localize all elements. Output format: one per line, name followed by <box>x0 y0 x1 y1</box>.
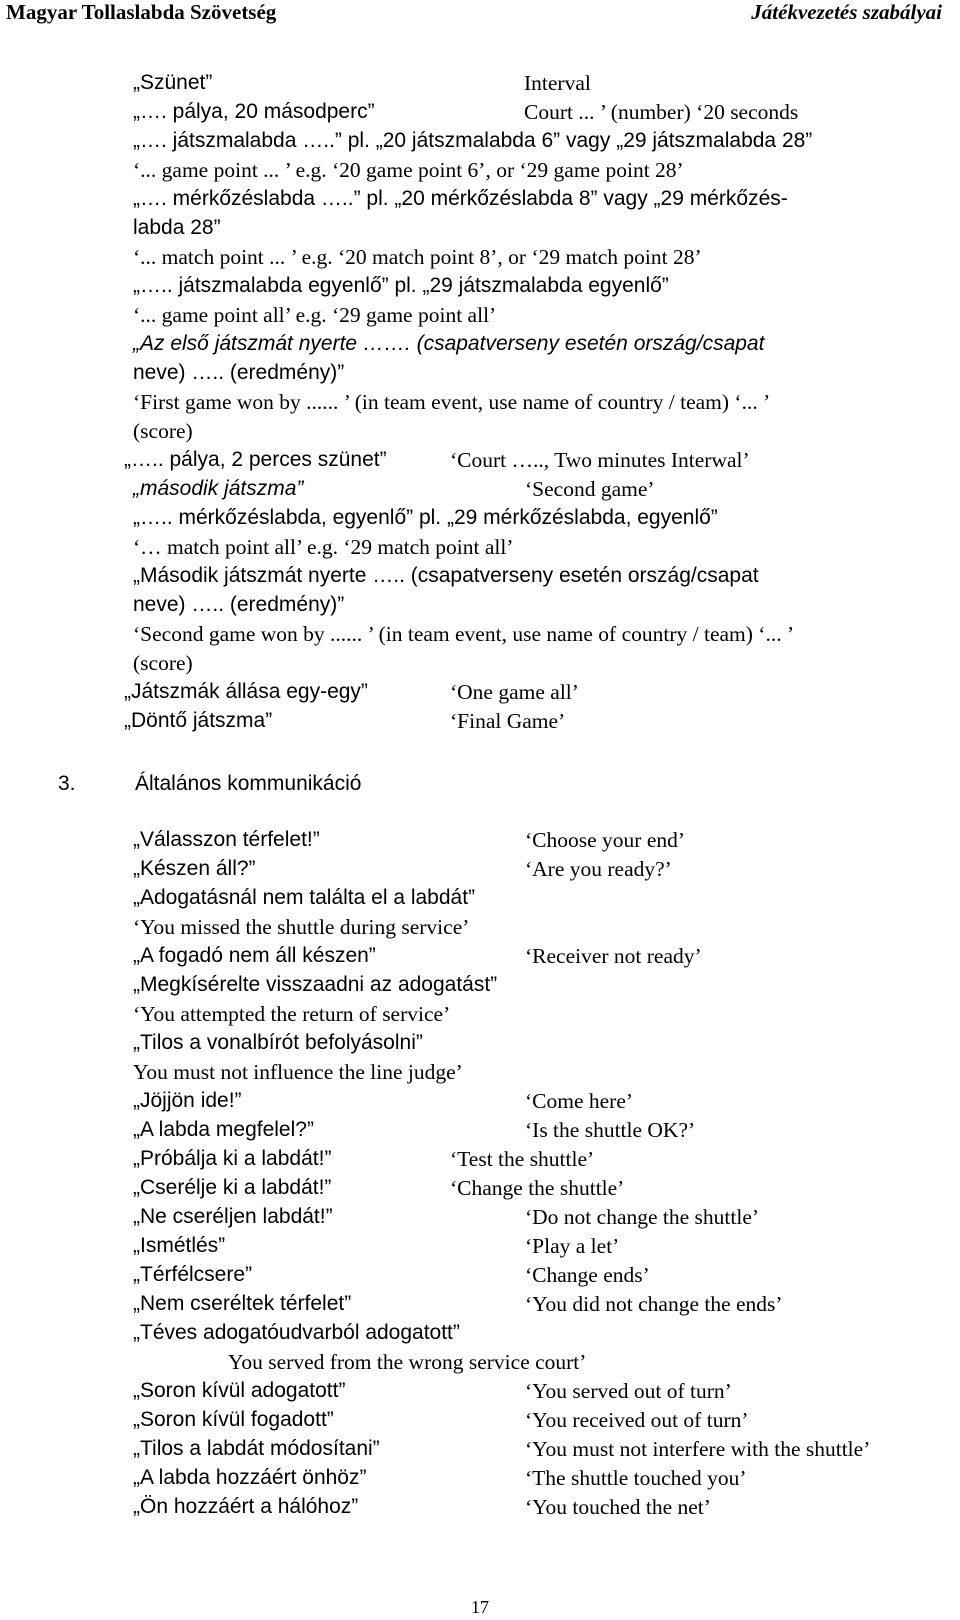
phrase-hu-ready: „Készen áll?” <box>133 857 256 880</box>
section-title: Általános kommunikáció <box>135 772 362 795</box>
phrase-hu-game-point-all: „….. játszmalabda egyenlő” pl. „29 játszmalabda egyenlő” <box>133 274 669 297</box>
phrase-hu-game-point: „…. játszmalabda …..” pl. „20 játszmalabda 6” vagy „29 játszmalabda 28” <box>133 129 813 152</box>
phrase-hu-touched-net: „Ön hozzáért a hálóhoz” <box>133 1495 359 1518</box>
phrase-en-second-game-won-score: (score) <box>133 651 193 675</box>
phrase-en-one-game-all: ‘One game all’ <box>450 680 579 704</box>
phrase-hu-shuttle-touched-you: „A labda hozzáért önhöz” <box>133 1466 367 1489</box>
phrase-hu-receiver-not-ready: „A fogadó nem áll készen” <box>133 944 376 967</box>
phrase-en-line-judge: You must not influence the line judge’ <box>133 1060 463 1084</box>
page-number: 17 <box>471 1597 489 1617</box>
phrase-en-wrong-service-court: You served from the wrong service court’ <box>228 1350 587 1374</box>
phrase-en-second-game: ‘Second game’ <box>525 477 655 501</box>
phrase-hu-final-game: „Döntő játszma” <box>124 709 273 732</box>
phrase-hu-second-game-won-cont: neve) ….. (eredmény)” <box>133 593 345 616</box>
phrase-en-touched-net: ‘You touched the net’ <box>525 1495 711 1519</box>
phrase-hu-two-minute-interval: „….. pálya, 2 perces szünet” <box>124 448 387 471</box>
phrase-en-did-not-change-ends: ‘You did not change the ends’ <box>525 1292 783 1316</box>
phrase-en-first-game-won-score: (score) <box>133 419 193 443</box>
phrase-hu-missed-shuttle: „Adogatásnál nem találta el a labdát” <box>133 886 476 909</box>
phrase-hu-change-ends: „Térfélcsere” <box>133 1263 253 1286</box>
phrase-hu-first-game-won-cont: neve) ….. (eredmény)” <box>133 361 345 384</box>
phrase-en-first-game-won: ‘First game won by ...... ’ (in team event, use name of country / team) ‘... ’ <box>133 390 771 414</box>
phrase-hu-second-game-won: „Második játszmát nyerte ….. (csapatverseny esetén ország/csapat <box>133 564 759 587</box>
phrase-hu-test-shuttle: „Próbálja ki a labdát!” <box>133 1147 332 1170</box>
phrase-hu-choose-end: „Válasszon térfelet!” <box>133 828 320 851</box>
phrase-en-second-game-won: ‘Second game won by ...... ’ (in team event, use name of country / team) ‘... ’ <box>133 622 795 646</box>
phrase-hu-one-game-all: „Játszmák állása egy-egy” <box>124 680 368 703</box>
phrase-hu-do-not-change-shuttle: „Ne cseréljen labdát!” <box>133 1205 333 1228</box>
phrase-en-received-out-of-turn: ‘You received out of turn’ <box>525 1408 749 1432</box>
phrase-en-interval: Interval <box>524 71 591 95</box>
phrase-en-match-point: ‘... match point ... ’ e.g. ‘20 match point 8’, or ‘29 match point 28’ <box>133 245 702 269</box>
phrase-en-missed-shuttle: ‘You missed the shuttle during service’ <box>133 915 470 939</box>
phrase-hu-match-point-cont: labda 28” <box>133 216 221 239</box>
phrase-en-test-shuttle: ‘Test the shuttle’ <box>450 1147 595 1171</box>
phrase-en-game-point-all: ‘... game point all’ e.g. ‘29 game point all’ <box>133 303 497 327</box>
phrase-en-game-point: ‘... game point ... ’ e.g. ‘20 game point 6’, or ‘29 game point 28’ <box>133 158 684 182</box>
phrase-hu-let: „Ismétlés” <box>133 1234 226 1257</box>
phrase-hu-court-seconds: „…. pálya, 20 másodperc” <box>133 100 375 123</box>
phrase-en-receiver-not-ready: ‘Receiver not ready’ <box>525 944 702 968</box>
phrase-hu-did-not-change-ends: „Nem cseréltek térfelet” <box>133 1292 352 1315</box>
phrase-en-shuttle-ok: ‘Is the shuttle OK?’ <box>525 1118 696 1142</box>
phrase-hu-shuttle-ok: „A labda megfelel?” <box>133 1118 314 1141</box>
phrase-en-attempted-return: ‘You attempted the return of service’ <box>133 1002 451 1026</box>
phrase-hu-served-out-of-turn: „Soron kívül adogatott” <box>133 1379 346 1402</box>
phrase-en-shuttle-touched-you: ‘The shuttle touched you’ <box>525 1466 747 1490</box>
phrase-en-final-game: ‘Final Game’ <box>450 709 566 733</box>
header-document-title: Játékvezetés szabályai <box>751 0 942 24</box>
phrase-hu-interval: „Szünet” <box>133 71 213 94</box>
phrase-hu-attempted-return: „Megkísérelte visszaadni az adogatást” <box>133 973 498 996</box>
phrase-en-two-minute-interval: ‘Court ….., Two minutes Interwal’ <box>450 448 750 472</box>
phrase-en-interfere-shuttle: ‘You must not interfere with the shuttle’ <box>525 1437 871 1461</box>
phrase-en-ready: ‘Are you ready?’ <box>525 857 672 881</box>
phrase-en-let: ‘Play a let’ <box>525 1234 620 1258</box>
phrase-en-match-point-all: ‘… match point all’ e.g. ‘29 match point all’ <box>133 535 514 559</box>
phrase-en-change-shuttle: ‘Change the shuttle’ <box>450 1176 625 1200</box>
phrase-hu-match-point-all: „….. mérkőzéslabda, egyenlő” pl. „29 mérkőzéslabda, egyenlő” <box>133 506 718 529</box>
phrase-hu-second-game: „második játszma” <box>133 477 304 500</box>
phrase-hu-change-shuttle: „Cserélje ki a labdát!” <box>133 1176 332 1199</box>
phrase-en-change-ends: ‘Change ends’ <box>525 1263 650 1287</box>
phrase-hu-come-here: „Jöjjön ide!” <box>133 1089 242 1112</box>
phrase-hu-wrong-service-court: „Téves adogatóudvarból adogatott” <box>133 1321 460 1344</box>
phrase-en-come-here: ‘Come here’ <box>525 1089 634 1113</box>
header-organization: Magyar Tollaslabda Szövetség <box>6 0 277 24</box>
phrase-en-court-seconds: Court ... ’ (number) ‘20 seconds <box>524 100 799 124</box>
phrase-en-served-out-of-turn: ‘You served out of turn’ <box>525 1379 732 1403</box>
phrase-en-choose-end: ‘Choose your end’ <box>525 828 686 852</box>
phrase-hu-interfere-shuttle: „Tilos a labdát módosítani” <box>133 1437 380 1460</box>
section-number: 3. <box>58 772 76 795</box>
phrase-hu-first-game-won: „Az első játszmát nyerte ……. (csapatverseny esetén ország/csapat <box>133 332 765 355</box>
phrase-en-do-not-change-shuttle: ‘Do not change the shuttle’ <box>525 1205 760 1229</box>
phrase-hu-match-point: „…. mérkőzéslabda …..” pl. „20 mérkőzéslabda 8” vagy „29 mérkőzés- <box>133 187 788 210</box>
phrase-hu-received-out-of-turn: „Soron kívül fogadott” <box>133 1408 334 1431</box>
phrase-hu-line-judge: „Tilos a vonalbírót befolyásolni” <box>133 1031 423 1054</box>
